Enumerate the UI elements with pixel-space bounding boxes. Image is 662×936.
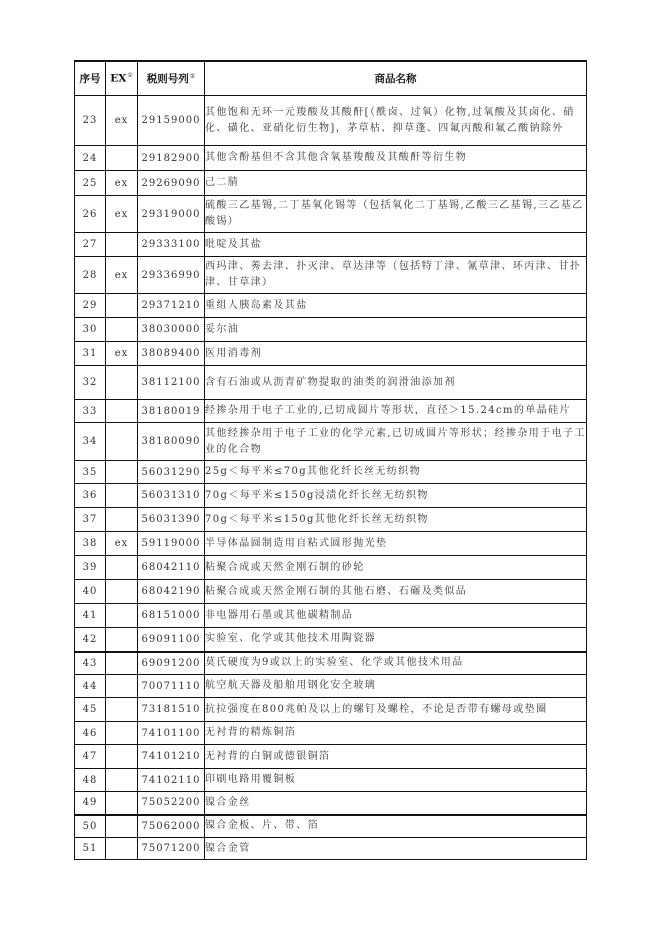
serial-number-cell: 38 — [75, 532, 106, 556]
table-row — [75, 532, 587, 556]
product-name-cell: 航空航天器及船舶用钢化安全玻璃 — [205, 675, 587, 698]
product-name-cell: 粘聚合成或天然金刚石制的砂轮 — [205, 556, 587, 580]
tariff-code-cell: 38180090 — [138, 423, 205, 461]
table-row — [75, 484, 587, 508]
serial-number-cell: 49 — [75, 792, 106, 815]
product-name-cell: 粘聚合成或天然金刚石制的其他石磨、石碾及类似品 — [205, 580, 587, 604]
product-name-cell: 己二腈 — [205, 171, 587, 196]
table-row — [75, 698, 587, 722]
serial-number-cell: 25 — [75, 171, 106, 196]
serial-number-cell: 27 — [75, 233, 106, 257]
header-tariff-code — [138, 61, 205, 96]
table-header-row — [75, 61, 587, 96]
ex-flag-cell — [106, 604, 138, 628]
serial-number-cell: 24 — [75, 146, 106, 171]
table-row — [75, 838, 587, 860]
serial-number-cell: 32 — [75, 366, 106, 400]
tariff-code-cell: 70071110 — [138, 675, 205, 698]
table-row — [75, 196, 587, 233]
header-product-name-label: 商品名称 — [374, 73, 417, 85]
table-row — [75, 461, 587, 484]
tariff-code-cell: 68042110 — [138, 556, 205, 580]
serial-number-cell: 31 — [75, 342, 106, 366]
ex-flag-cell: ex — [106, 171, 138, 196]
tariff-code-cell: 59119000 — [138, 532, 205, 556]
product-name-cell: 含有石油或从沥青矿物提取的油类的润滑油添加剂 — [205, 366, 587, 400]
tariff-code-cell: 75071200 — [138, 838, 205, 860]
tariff-code-cell: 29182900 — [138, 146, 205, 171]
serial-number-cell: 30 — [75, 318, 106, 342]
tariff-item-table — [74, 60, 587, 860]
tariff-code-cell: 74101100 — [138, 722, 205, 745]
ex-flag-cell: ex — [106, 196, 138, 233]
ex-flag-cell — [106, 769, 138, 792]
tariff-code-cell: 56031290 — [138, 461, 205, 484]
tariff-code-cell: 29371210 — [138, 294, 205, 318]
tariff-code-cell: 69091200 — [138, 652, 205, 675]
product-name-cell: 25g＜每平米≤70g其他化纤长丝无纺织物 — [205, 461, 587, 484]
ex-flag-cell — [106, 652, 138, 675]
ex-flag-cell — [106, 318, 138, 342]
table-row — [75, 769, 587, 792]
tariff-code-cell: 69091100 — [138, 628, 205, 652]
serial-number-cell: 46 — [75, 722, 106, 745]
tariff-code-cell: 68042190 — [138, 580, 205, 604]
tariff-code-cell: 73181510 — [138, 698, 205, 722]
serial-number-cell: 51 — [75, 838, 106, 860]
product-name-cell: 无衬背的精炼铜箔 — [205, 722, 587, 745]
table-row — [75, 171, 587, 196]
tariff-code-cell: 75052200 — [138, 792, 205, 815]
product-name-cell: 硫酸三乙基锡,二丁基氧化锡等（包括氧化二丁基锡,乙酸三乙基锡,三乙基乙酸锡） — [205, 196, 587, 233]
table-row — [75, 628, 587, 652]
product-name-cell: 印刷电路用覆铜板 — [205, 769, 587, 792]
table-row — [75, 604, 587, 628]
serial-number-cell: 29 — [75, 294, 106, 318]
ex-flag-cell — [106, 556, 138, 580]
product-name-cell: 实验室、化学或其他技术用陶瓷器 — [205, 628, 587, 652]
tariff-code-cell: 29319000 — [138, 196, 205, 233]
table-row — [75, 233, 587, 257]
footnote-marker-2: ② — [189, 72, 196, 80]
table-row — [75, 400, 587, 423]
table-row — [75, 294, 587, 318]
ex-flag-cell — [106, 508, 138, 532]
serial-number-cell: 44 — [75, 675, 106, 698]
tariff-code-cell: 74102110 — [138, 769, 205, 792]
ex-flag-cell — [106, 580, 138, 604]
product-name-cell: 镍合金板、片、带、箔 — [205, 815, 587, 838]
header-ex-label: EX — [110, 72, 127, 85]
tariff-code-cell: 38089400 — [138, 342, 205, 366]
ex-flag-cell: ex — [106, 342, 138, 366]
ex-flag-cell: ex — [106, 96, 138, 146]
product-name-cell: 其他经掺杂用于电子工业的化学元素,已切成圆片等形状；经掺杂用于电子工业的化合物 — [205, 423, 587, 461]
table-row — [75, 508, 587, 532]
tariff-code-cell: 68151000 — [138, 604, 205, 628]
table-row — [75, 366, 587, 400]
product-name-cell: 重组人胰岛素及其盐 — [205, 294, 587, 318]
ex-flag-cell — [106, 745, 138, 769]
table-body — [75, 96, 587, 860]
table-row — [75, 792, 587, 815]
tariff-code-cell: 38030000 — [138, 318, 205, 342]
ex-flag-cell: ex — [106, 532, 138, 556]
product-name-cell: 经掺杂用于电子工业的,已切成圆片等形状，直径＞15.24cm的单晶硅片 — [205, 400, 587, 423]
header-serial-number — [75, 61, 106, 96]
serial-number-cell: 35 — [75, 461, 106, 484]
product-name-cell: 70g＜每平米≤150g浸渍化纤长丝无纺织物 — [205, 484, 587, 508]
ex-flag-cell — [106, 792, 138, 815]
table-row — [75, 96, 587, 146]
ex-flag-cell — [106, 484, 138, 508]
product-name-cell: 镍合金管 — [205, 838, 587, 860]
table-row — [75, 580, 587, 604]
tariff-code-cell: 29159000 — [138, 96, 205, 146]
ex-flag-cell — [106, 838, 138, 860]
serial-number-cell: 28 — [75, 257, 106, 294]
header-serial-number-label: 序号 — [79, 73, 101, 85]
table-row — [75, 146, 587, 171]
tariff-code-cell: 56031390 — [138, 508, 205, 532]
footnote-marker-1: ① — [127, 72, 133, 80]
serial-number-cell: 48 — [75, 769, 106, 792]
ex-flag-cell — [106, 815, 138, 838]
product-name-cell: 其他饱和无环一元羧酸及其酸酐[（酰卤、过氧）化物,过氧酸及其卤化、硝化、磺化、亚硝化衍生物]，茅草枯、抑草蓬、四氟丙酸和氟乙酸钠除外 — [205, 96, 587, 146]
serial-number-cell: 23 — [75, 96, 106, 146]
ex-flag-cell — [106, 294, 138, 318]
product-name-cell: 莫氏硬度为9或以上的实验室、化学或其他技术用品 — [205, 652, 587, 675]
table-row — [75, 342, 587, 366]
serial-number-cell: 36 — [75, 484, 106, 508]
product-name-cell: 妥尔油 — [205, 318, 587, 342]
product-name-cell: 镍合金丝 — [205, 792, 587, 815]
ex-flag-cell — [106, 628, 138, 652]
tariff-code-cell: 29333100 — [138, 233, 205, 257]
table-row — [75, 815, 587, 838]
ex-flag-cell — [106, 233, 138, 257]
table-row — [75, 652, 587, 675]
serial-number-cell: 40 — [75, 580, 106, 604]
serial-number-cell: 34 — [75, 423, 106, 461]
tariff-code-cell: 29336990 — [138, 257, 205, 294]
serial-number-cell: 45 — [75, 698, 106, 722]
ex-flag-cell — [106, 722, 138, 745]
ex-flag-cell: ex — [106, 257, 138, 294]
table-row — [75, 675, 587, 698]
ex-flag-cell — [106, 698, 138, 722]
serial-number-cell: 43 — [75, 652, 106, 675]
tariff-code-cell: 75062000 — [138, 815, 205, 838]
tariff-code-cell: 74101210 — [138, 745, 205, 769]
product-name-cell: 医用消毒剂 — [205, 342, 587, 366]
product-name-cell: 西玛津、莠去津、扑灭津、草达津等（包括特丁津、氰草津、环丙津、甘扑津、甘草津） — [205, 257, 587, 294]
header-ex — [106, 61, 138, 96]
table-row — [75, 423, 587, 461]
table-row — [75, 257, 587, 294]
product-name-cell: 抗拉强度在800兆帕及以上的螺钉及螺栓，不论是否带有螺母或垫圈 — [205, 698, 587, 722]
table-row — [75, 556, 587, 580]
serial-number-cell: 33 — [75, 400, 106, 423]
ex-flag-cell — [106, 423, 138, 461]
product-name-cell: 无衬背的白铜或德银铜箔 — [205, 745, 587, 769]
header-product-name — [205, 61, 587, 96]
tariff-code-cell: 38180019 — [138, 400, 205, 423]
tariff-code-cell: 56031310 — [138, 484, 205, 508]
ex-flag-cell — [106, 400, 138, 423]
product-name-cell: 吡啶及其盐 — [205, 233, 587, 257]
product-name-cell: 其他含酚基但不含其他含氧基羧酸及其酸酐等衍生物 — [205, 146, 587, 171]
table-row — [75, 722, 587, 745]
serial-number-cell: 41 — [75, 604, 106, 628]
serial-number-cell: 42 — [75, 628, 106, 652]
header-tariff-code-label: 税则号列 — [146, 73, 189, 85]
tariff-code-cell: 29269090 — [138, 171, 205, 196]
ex-flag-cell — [106, 675, 138, 698]
product-name-cell: 非电器用石墨或其他碳精制品 — [205, 604, 587, 628]
serial-number-cell: 26 — [75, 196, 106, 233]
product-name-cell: 70g＜每平米≤150g其他化纤长丝无纺织物 — [205, 508, 587, 532]
ex-flag-cell — [106, 366, 138, 400]
table-row — [75, 318, 587, 342]
serial-number-cell: 50 — [75, 815, 106, 838]
ex-flag-cell — [106, 461, 138, 484]
table-row — [75, 745, 587, 769]
ex-flag-cell — [106, 146, 138, 171]
serial-number-cell: 47 — [75, 745, 106, 769]
serial-number-cell: 39 — [75, 556, 106, 580]
tariff-code-cell: 38112100 — [138, 366, 205, 400]
product-name-cell: 半导体晶圆制造用自粘式圆形抛光垫 — [205, 532, 587, 556]
serial-number-cell: 37 — [75, 508, 106, 532]
